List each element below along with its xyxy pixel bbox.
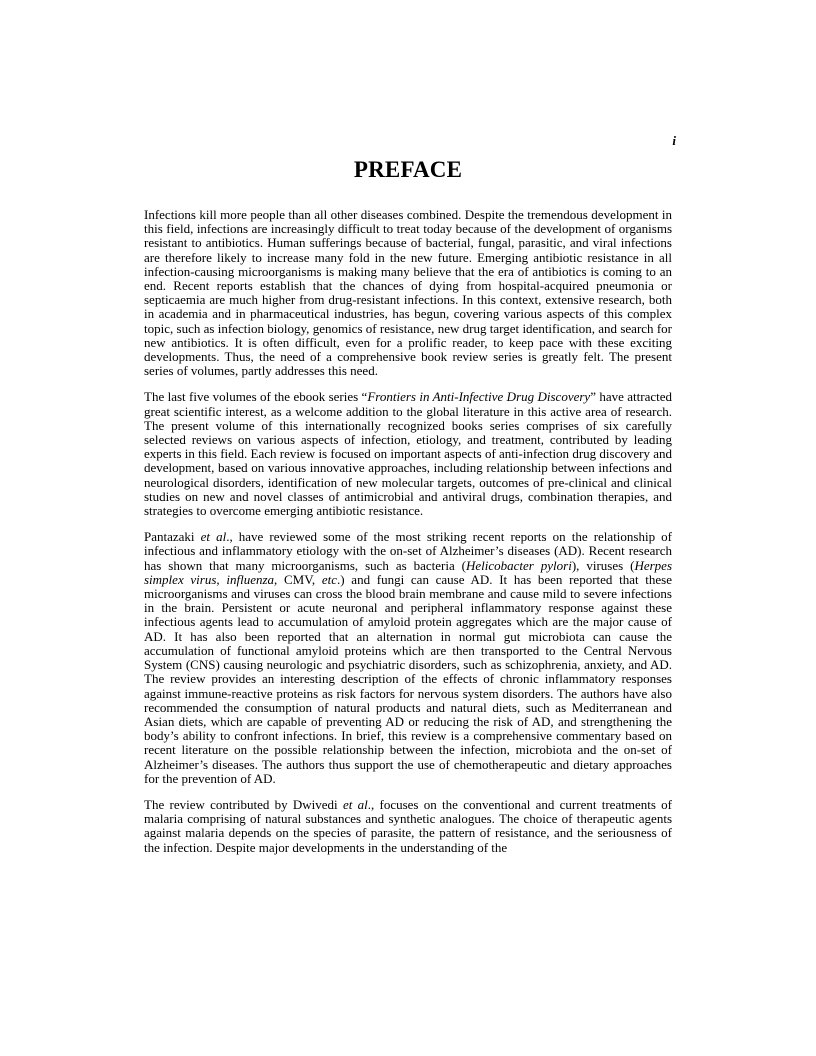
paragraph-dwivedi: The review contributed by Dwivedi et al., focuses on the conventional and current treatments of malaria comprising of natural substances and synthetic analogues. The choice of therapeutic agents against malaria depends on the species of parasite, the pattern of resistance, and the seriousness of the infection. Despite major developments in the understanding of the <box>144 796 672 855</box>
page-number: i <box>672 133 676 148</box>
page-title: PREFACE <box>353 157 463 182</box>
paragraph-series: The last five volumes of the ebook series “Frontiers in Anti-Infective Drug Discovery” have attracted great scientific interest, as a welcome addition to the global literature in this active area of research. The present volume of this internationally recognized books series comprises of six carefully selected reviews on various aspects of infection, etiology, and treatment, contributed by leading experts in this field. Each review is focused on important aspects of anti-infection drug discovery and development, based on various innovative approaches, including relationship between infections and neurological disorders, identification of new molecular targets, outcomes of pre-clinical and clinical studies on new and novel classes of antimicrobial and antiviral drugs, combination therapies, and strategies to overcome emerging antibiotic resistance. <box>144 389 672 519</box>
body-text <box>144 208 672 867</box>
paragraph-pantazaki: Pantazaki et al., have reviewed some of the most striking recent reports on the relationship of infectious and inflammatory etiology with the on-set of Alzheimer’s diseases (AD). Recent research has shown that many microorganisms, such as bacteria (Helicobacter pylori), viruses (Herpes simplex virus, influenza, CMV, etc.) and fungi can cause AD. It has been reported that these microorganisms and viruses can cross the blood brain membrane and cause mild to severe infections in the brain. Persistent or acute neuronal and peripheral inflammatory response against these infectious agents lead to accumulation of amyloid protein aggregates which are the major cause of AD. It has also been reported that an alternation in normal gut microbiota can cause the accumulation of functional amyloid proteins which are then transported to the Central Nervous System (CNS) causing neurologic and psychiatric disorders, such as schizophrenia, anxiety, and AD. The review provides an interesting description of the effects of chronic inflammatory responses against immune-reactive proteins as risk factors for nervous system disorders. The authors have also recommended the consumption of natural products and natural diets, such as Mediterranean and Asian diets, which are capable of preventing AD or reducing the risk of AD, and strengthening the body’s ability to confront infections. In brief, this review is a comprehensive commentary based on recent literature on the possible relationship between the infection, microbiota and the on-set of Alzheimer’s diseases. The authors thus support the use of chemotherapeutic and dietary approaches for the prevention of AD. <box>144 529 672 786</box>
paragraph-intro: Infections kill more people than all other diseases combined. Despite the tremendous development in this field, infections are increasingly difficult to treat today because of the development of organisms resistant to antibiotics. Human sufferings because of bacterial, fungal, parasitic, and viral infections are therefore likely to increase many fold in the new future. Emerging antibiotic resistance in all infection-causing microorganisms is making many believe that the era of antibiotics is coming to an end. Recent reports establish that the chances of dying from hospital-acquired pneumonia or septicaemia are much higher from drug-resistant infections. In this context, extensive research, both in academia and in pharmaceutical industries, has begun, covering various aspects of this complex topic, such as infection biology, genomics of resistance, new drug target identification, and search for new antibiotics. It is often difficult, even for a prolific reader, to keep pace with these exciting developments. Thus, the need of a comprehensive book review series is greatly felt. The present series of volumes, partly addresses this need. <box>144 207 672 379</box>
